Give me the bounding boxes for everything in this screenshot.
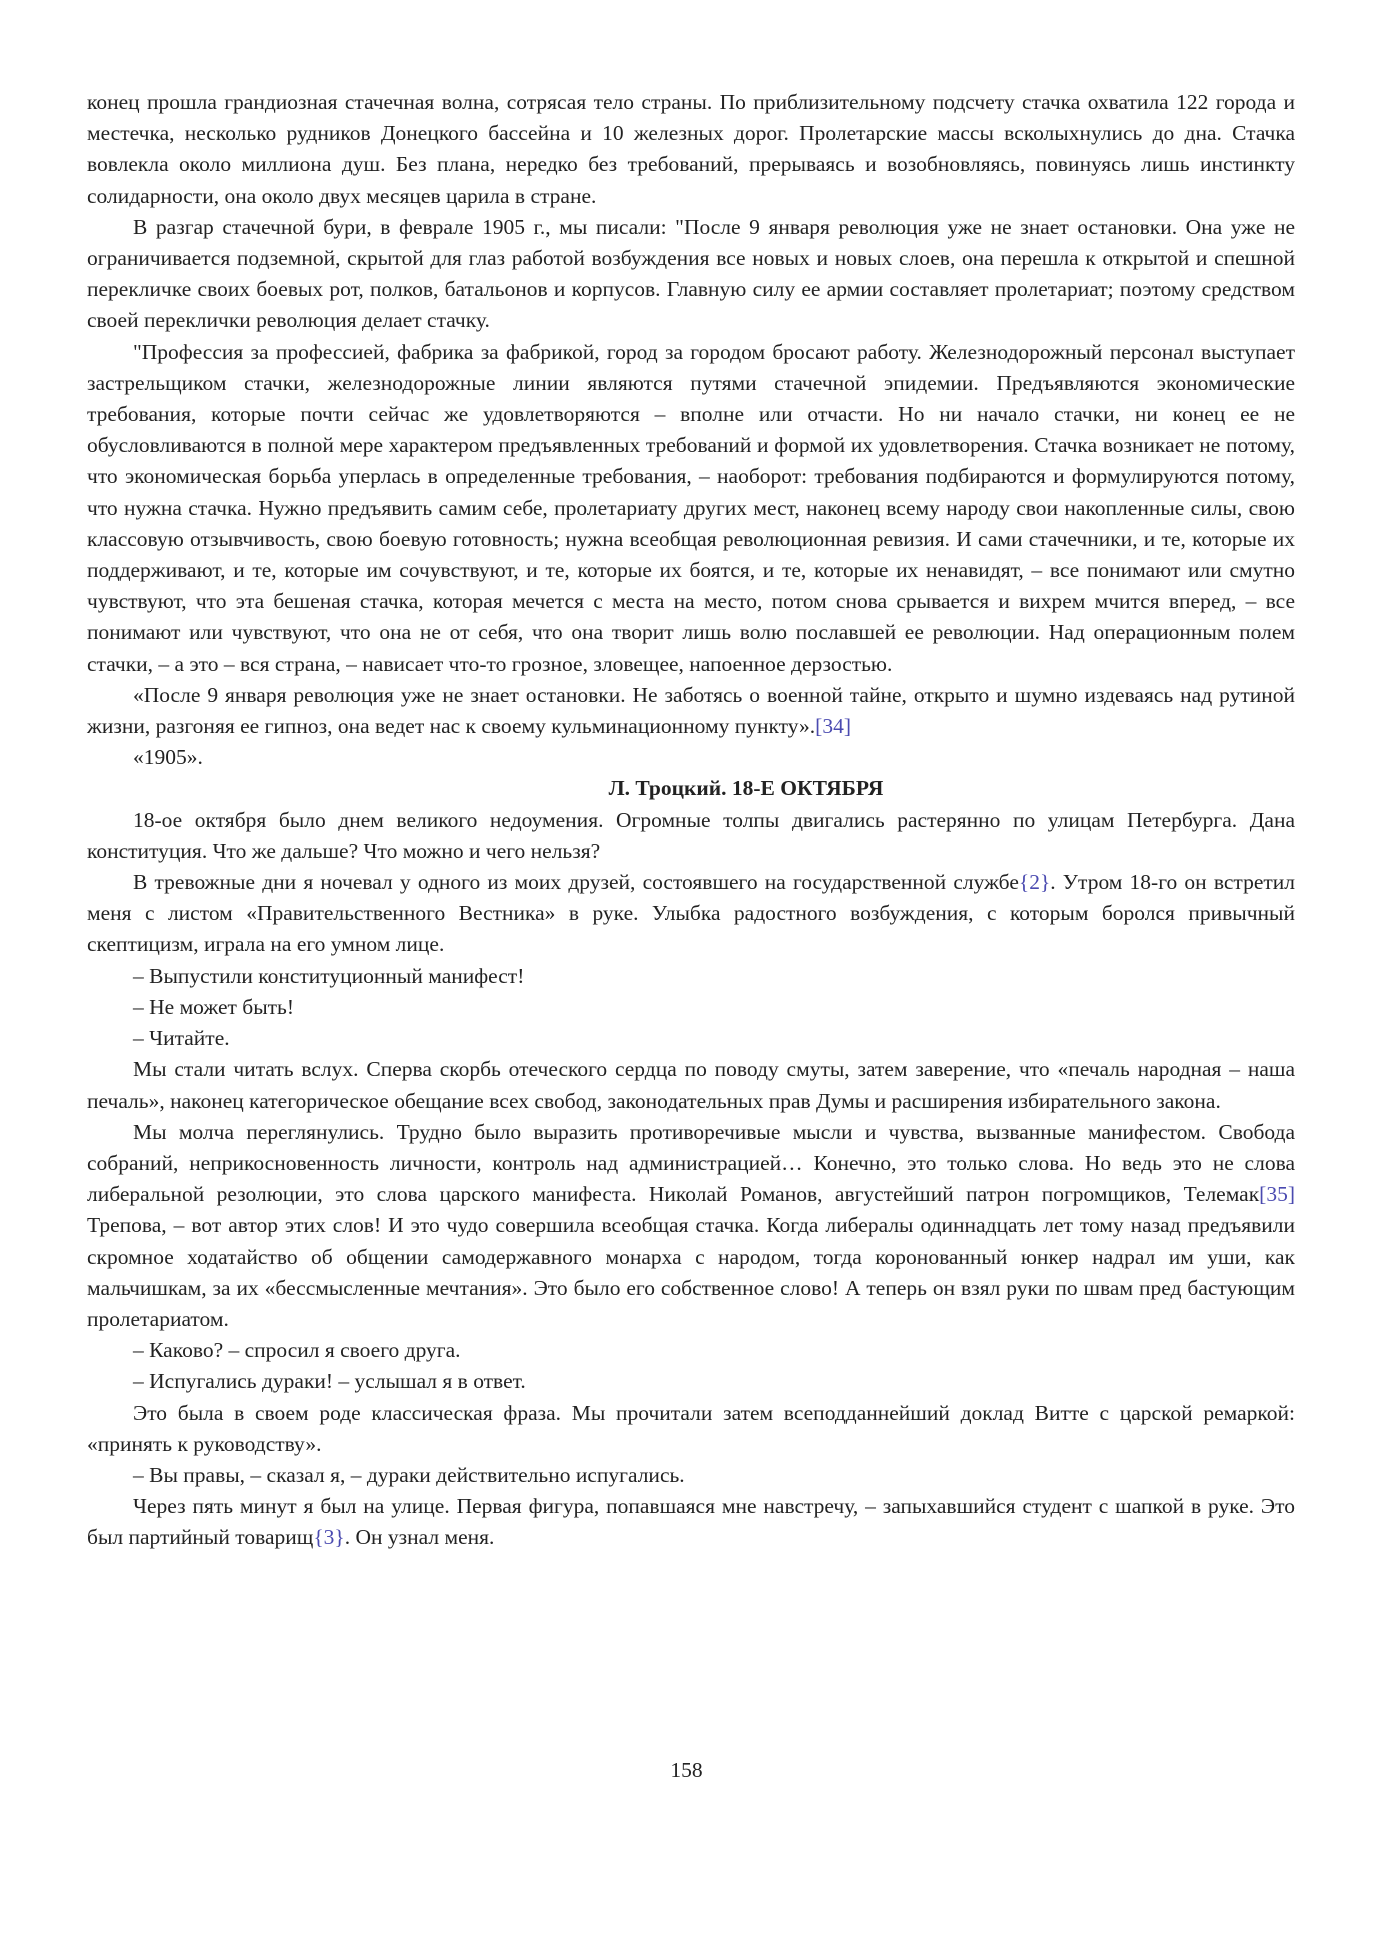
paragraph-text: . Он узнал меня.: [344, 1525, 495, 1550]
dialog-line: – Каково? – спросил я своего друга.: [133, 1338, 461, 1363]
dialog-line: – Не может быть!: [133, 994, 295, 1019]
paragraph-text: . Утром 18-го он встретил меня с листом «Правительственного Вестника» в руке. Улыбка радостного возбуждения, с которым боролся привычный скептицизм, играла на его умном лице.: [87, 870, 1295, 957]
paragraph: В разгар стачечной бури, в феврале 1905 г., мы писали: "После 9 января революция уже не знает остановки. Она уже не ограничивается подземной, скрытой для глаз работой возбуждения все новых и новых слоев, она перешла к открытой и спешной перекличке своих боевых рот, полков, батальонов и корпусов. Главную силу ее армии составляет пролетариат; поэтому средством своей переклички революция делает стачку.: [87, 214, 1295, 333]
footnote-link-34[interactable]: [34]: [815, 714, 851, 739]
dialog-line: – Читайте.: [133, 1026, 230, 1051]
paragraph: Это была в своем роде классическая фраза. Мы прочитали затем всеподданнейший доклад Витте с царской ремаркой: «принять к руководству».: [87, 1400, 1295, 1456]
page-number: 158: [670, 1758, 703, 1782]
paragraph: конец прошла грандиозная стачечная волна, сотрясая тело страны. По приблизительному подсчету стачка охватила 122 города и местечка, несколько рудников Донецкого бассейна и 10 железных дорог. Пролетарские массы всколыхнулись до дна. Стачка вовлекла около миллиона душ. Без плана, нередко без требований, прерываясь и возобновляясь, повинуясь лишь инстинкту солидарности, она около двух месяцев царила в стране.: [87, 90, 1295, 208]
footnote-link-3[interactable]: {3}: [313, 1525, 345, 1550]
paragraph: [87, 680, 1295, 742]
paragraph-text: «После 9 января революция уже не знает остановки. Не заботясь о военной тайне, открыто и шумно издеваясь над рутиной жизни, разгоняя ее гипноз, она ведет нас к своему кульминационному пункту».: [87, 682, 1295, 739]
paragraph-text: Через пять минут я был на улице. Первая фигура, попавшаяся мне навстречу, – запыхавшийся студент с шапкой в руке. Это был партийный товарищ: [87, 1494, 1295, 1550]
paragraph: [87, 1491, 1295, 1553]
paragraph: [87, 867, 1295, 961]
dialog-line: – Выпустили конституционный манифест!: [133, 963, 525, 988]
paragraph: Мы стали читать вслух. Сперва скорбь отеческого сердца по поводу смуты, затем заверение, что «печаль народная – наша печаль», наконец категорическое обещание всех свобод, законодательных прав Думы и расширения избирательного закона.: [87, 1057, 1295, 1113]
dialog-line: – Испугались дураки! – услышал я в ответ.: [133, 1369, 526, 1394]
page-body: [87, 87, 1295, 1554]
paragraph: «1905».: [133, 745, 203, 770]
paragraph: "Профессия за профессией, фабрика за фабрикой, город за городом бросают работу. Железнодорожный персонал выступает застрельщиком стачки, железнодорожные линии являются путями стачечной эпидемии. Предъявляются экономические требования, которые почти сейчас же удовлетворяются – вполне или отчасти. Но ни начало стачки, ни конец ее не обусловливаются в полной мере характером предъявленных требований и формой их удовлетворения. Стачка возникает не потому, что экономическая борьба уперлась в определенные требования, – наоборот: требования подбираются и формулируются потому, что нужна стачка. Нужно предъявить самим себе, пролетариату других мест, наконец всему народу свои накопленные силы, свою классовую отзывчивость, свою боевую готовность; нужна всеобщая революционная ревизия. И сами стачечники, и те, которые их поддерживают, и те, которые им сочувствуют, и те, которые их боятся, и те, которые их ненавидят, – все понимают или смутно чувствуют, что эта бешеная стачка, которая мечется с места на место, потом снова срывается и вихрем мчится вперед, – все понимают или чувствуют, что она не от себя, что она творит лишь волю пославшей ее революции. Над операционным полем стачки, – а это – вся страна, – нависает что-то грозное, зловещее, напоенное дерзостью.: [87, 339, 1295, 676]
paragraph-text: В тревожные дни я ночевал у одного из моих друзей, состоявшего на государственной службе: [133, 870, 1019, 895]
paragraph: 18-ое октября было днем великого недоумения. Огромные толпы двигались растерянно по улицам Петербурга. Дана конституция. Что же дальше? Что можно и чего нельзя?: [87, 807, 1295, 863]
paragraph: [87, 1117, 1295, 1335]
paragraph-text: Мы молча переглянулись. Трудно было выразить противоречивые мысли и чувства, вызванные манифестом. Свобода собраний, неприкосновенность личности, контроль над администрацией… Конечно, это только слова. Но ведь это не слова либеральной резолюции, это слова царского манифеста. Николай Романов, августейший патрон погромщиков, Телемак: [87, 1119, 1295, 1207]
paragraph-text: Трепова, – вот автор этих слов! И это чудо совершила всеобщая стачка. Когда либералы одиннадцать лет тому назад предъявили скромное ходатайство об общении самодержавного монарха с народом, тогда коронованный юнкер надрал им уши, как мальчишкам, за их «бессмысленные мечтания». Это было его собственное слово! А теперь он взял руки по швам пред бастующим пролетариатом.: [87, 1213, 1295, 1331]
section-heading: Л. Троцкий. 18-Е ОКТЯБРЯ: [608, 776, 884, 801]
dialog-line: – Вы правы, – сказал я, – дураки действительно испугались.: [133, 1462, 685, 1487]
footnote-link-35[interactable]: [35]: [1259, 1182, 1295, 1207]
footnote-link-2[interactable]: {2}: [1018, 870, 1051, 895]
